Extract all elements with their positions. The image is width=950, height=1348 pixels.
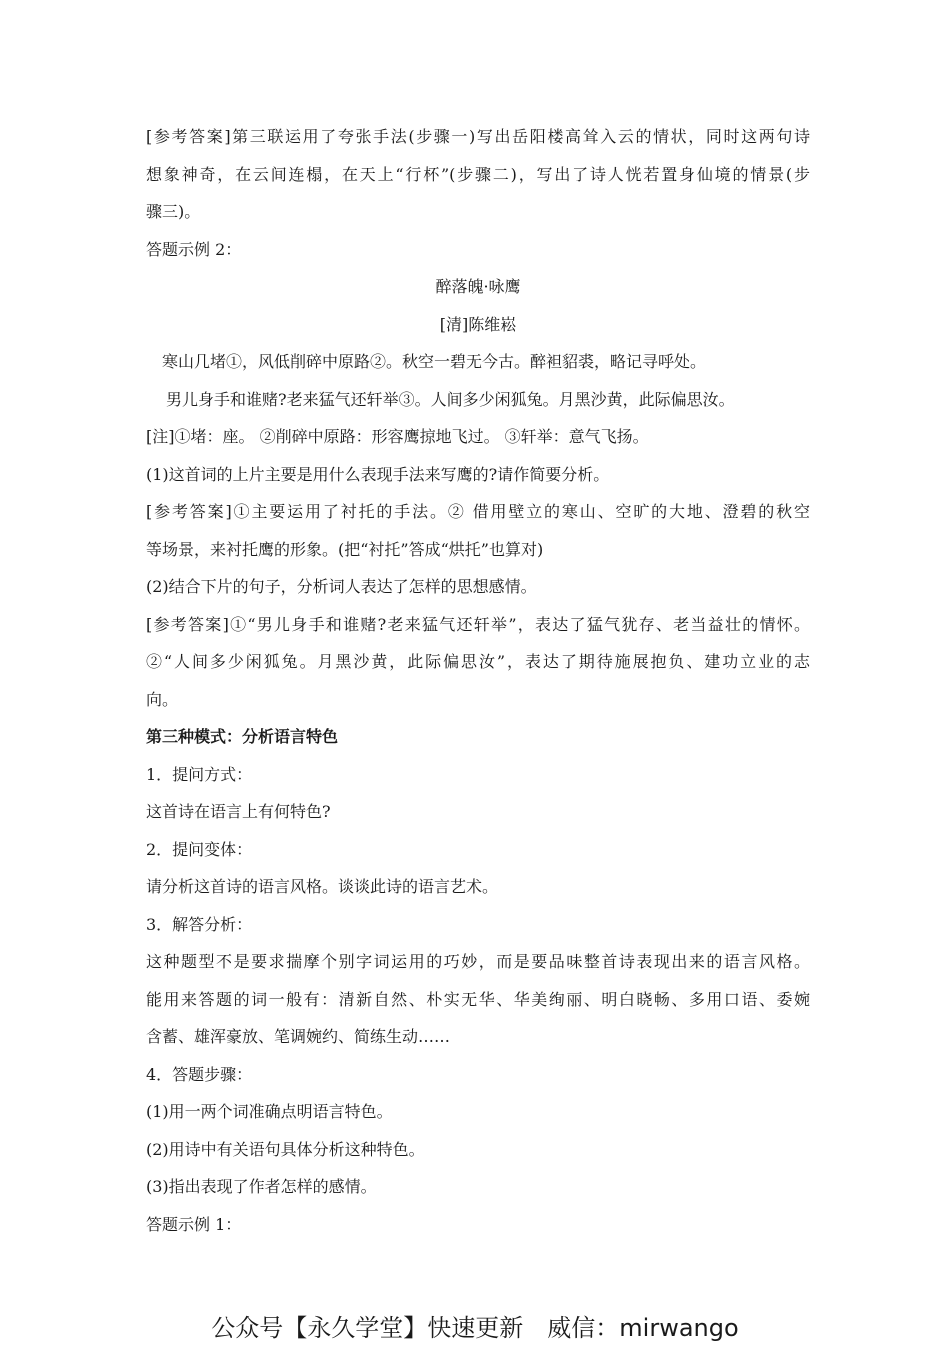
item-text: 这首诗在语言上有何特色? (146, 802, 331, 821)
item-text: 含蓄、雄浑豪放、笔调婉约、简练生动…… (146, 1027, 451, 1046)
answer-line: [参考答案]①“男儿身手和谁赌?老来猛气还轩举”，表达了猛气犹存、老当益壮的情怀。 (146, 614, 810, 634)
poem-title: 醉落魄·咏鹰 (435, 277, 521, 296)
example-label: 答题示例 1： (146, 1214, 242, 1234)
item-text: 这种题型不是要求揣摩个别字词运用的巧妙，而是要品味整首诗表现出来的语言风格。 (146, 952, 810, 971)
answer-line: [参考答案]①主要运用了衬托的手法。② 借用壁立的寒山、空旷的大地、澄碧的秋空 (146, 502, 810, 521)
question: (1)这首词的上片主要是用什么表现手法来写鹰的?请作简要分析。 (146, 464, 610, 484)
answer-line: 想象神奇，在云间连榻，在天上“行杯”(步骤二)，写出了诗人恍若置身仙境的情景(步 (146, 164, 810, 184)
footer-right: 威信：mirwango (547, 1314, 739, 1342)
question: (2)结合下片的句子，分析词人表达了怎样的思想感情。 (146, 577, 537, 596)
section-heading: 第三种模式：分析语言特色 (146, 727, 339, 746)
step-item: (1)用一两个词准确点明语言特色。 (146, 1102, 393, 1121)
item-text: 能用来答题的词一般有：清新自然、朴实无华、华美绚丽、明白晓畅、多用口语、委婉 (146, 989, 810, 1009)
answer-line: 等场景，来衬托鹰的形象。(把“衬托”答成“烘托”也算对) (146, 539, 544, 559)
answer-line: 向。 (146, 689, 179, 709)
poem-line: 寒山几堵①，风低削碎中原路②。秋空一碧无今古。醉袒貂裘，略记寻呼处。 (162, 352, 707, 371)
item-label: 3．解答分析： (146, 914, 253, 934)
footer-watermark (0, 1308, 950, 1348)
step-item: (3)指出表现了作者怎样的感情。 (146, 1177, 377, 1196)
item-label: 1．提问方式： (146, 764, 253, 784)
item-text: 请分析这首诗的语言风格。谈谈此诗的语言艺术。 (146, 877, 499, 896)
item-label: 4．答题步骤： (146, 1064, 253, 1084)
footer-left: 公众号【永久学堂】快速更新 (211, 1314, 524, 1342)
poem-line: 男儿身手和谁赌?老来猛气还轩举③。人间多少闲狐兔。月黑沙黄，此际偏思汝。 (166, 389, 735, 409)
answer-line: [参考答案]第三联运用了夸张手法(步骤一)写出岳阳楼高耸入云的情状，同时这两句诗 (146, 127, 810, 146)
item-label: 2．提问变体： (146, 839, 253, 859)
answer-line: ②“人间多少闲狐兔。月黑沙黄，此际偏思汝”，表达了期待施展抱负、建功立业的志 (146, 652, 810, 671)
example-label: 答题示例 2： (146, 239, 242, 259)
poem-notes: [注]①堵：座。 ②削碎中原路：形容鹰掠地飞过。 ③轩举：意气飞扬。 (146, 427, 649, 446)
answer-line: 骤三)。 (146, 202, 201, 221)
document-body (146, 118, 810, 1243)
step-item: (2)用诗中有关语句具体分析这种特色。 (146, 1139, 425, 1159)
poem-author: [清]陈维崧 (439, 314, 517, 334)
